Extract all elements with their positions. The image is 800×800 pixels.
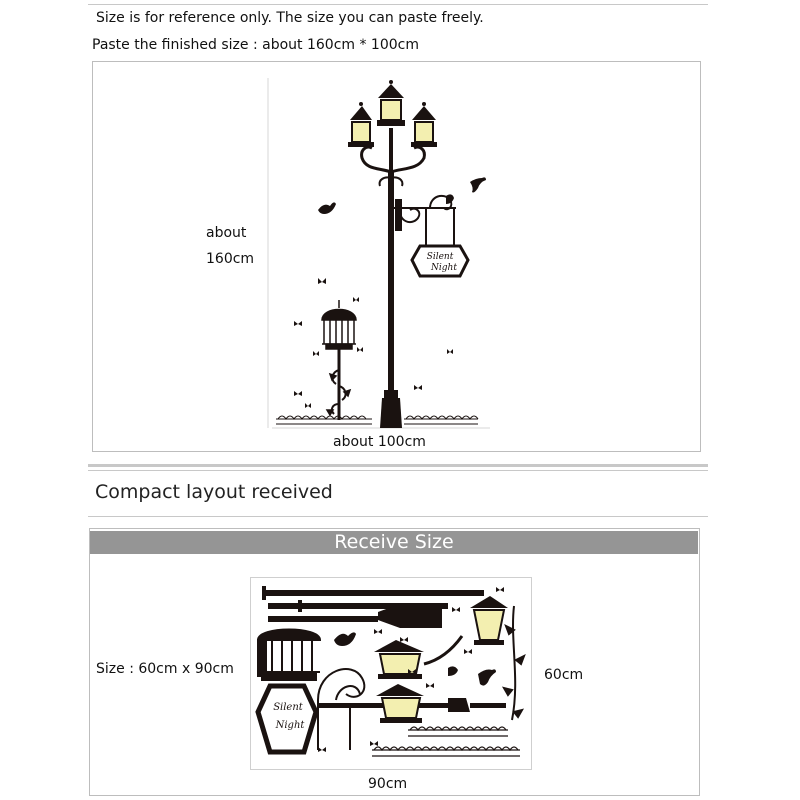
size-label: Size : 60cm x 90cm	[96, 661, 234, 677]
sheet-birdcage	[258, 630, 320, 681]
sheet-sign-text-night: Night	[275, 720, 305, 731]
sheet-sign-text-silent: Silent	[273, 702, 303, 713]
sheet-height-label: 60cm	[544, 667, 584, 683]
reference-note: Size is for reference only. The size you can paste freely.	[96, 10, 484, 26]
sheet-scroll-bracket	[318, 669, 364, 750]
finished-size-note: Paste the finished size : about 160cm * 100cm	[92, 37, 419, 53]
sheet-silent-night-sign	[258, 686, 316, 752]
sheet-vine	[504, 606, 524, 720]
sheet-width-label: 90cm	[368, 776, 408, 792]
receive-size-bar: Receive Size	[90, 531, 698, 554]
sheet-lantern-bottom	[376, 684, 424, 723]
height-label-value: 160cm	[206, 251, 255, 267]
sign-text-silent: Silent	[426, 252, 454, 262]
sign-text-night: Night	[431, 263, 457, 273]
height-label-about: about	[206, 225, 247, 241]
sheet-lantern-right	[470, 596, 508, 645]
sheet-fence-bottom	[372, 747, 520, 756]
width-label: about 100cm	[333, 434, 426, 450]
sheet-fence-top	[408, 727, 508, 736]
section-title: Compact layout received	[95, 481, 333, 503]
